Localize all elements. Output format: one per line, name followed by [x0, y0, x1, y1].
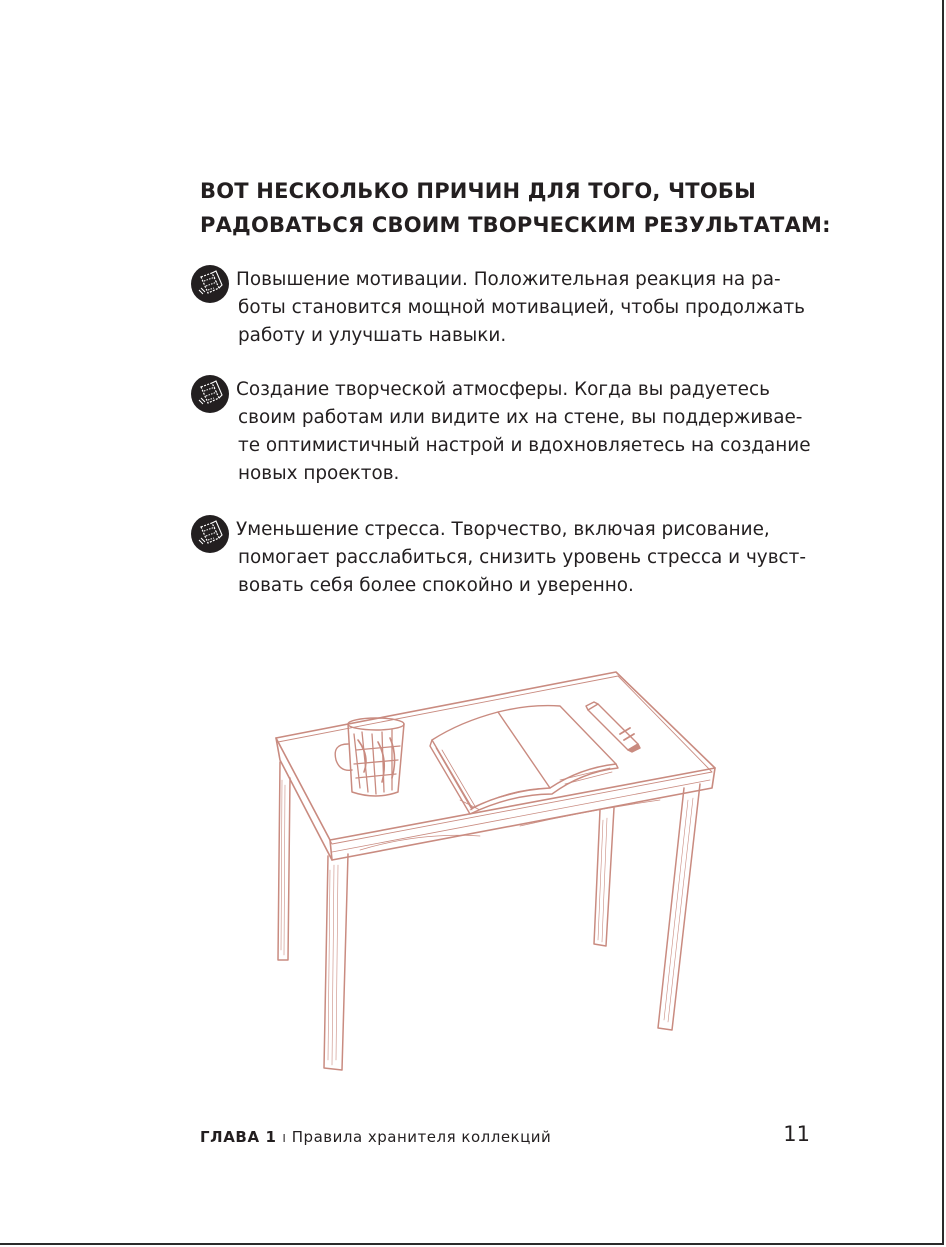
heading-line-2: РАДОВАТЬСЯ СВОИМ ТВОРЧЕСКИМ РЕЗУЛЬТАТАМ:	[200, 213, 831, 237]
list-item-line: Уменьшение стресса. Творчество, включая рисование,	[236, 519, 770, 540]
open-book-drawing	[430, 706, 618, 814]
page-number: 11	[783, 1122, 810, 1146]
chapter-label: ГЛАВА 1	[200, 1128, 277, 1146]
table-legs-drawing	[278, 762, 700, 1070]
sketch-badge-icon	[190, 264, 230, 304]
list-item-line: Повышение мотивации. Положительная реакция на ра-	[236, 269, 781, 290]
list-item-line: своим работам или видите их на стене, вы поддерживае-	[238, 407, 803, 428]
tabletop-drawing	[276, 672, 715, 860]
chapter-title: Правила хранителя коллекций	[291, 1128, 552, 1146]
list-item-line: помогает расслабиться, снизить уровень стресса и чувст-	[238, 547, 806, 568]
list-item-line: работу и улучшать навыки.	[238, 325, 507, 346]
list-item-line: Создание творческой атмосферы. Когда вы радуетесь	[236, 379, 770, 400]
list-item-line: вовать себя более спокойно и уверенно.	[238, 575, 634, 596]
list-item-line: те оптимистичный настрой и вдохновляетесь на создание	[238, 435, 811, 456]
list-item-text	[236, 376, 836, 488]
page-footer	[200, 1122, 810, 1152]
marker-drawing	[586, 702, 640, 752]
footer-separator: I	[282, 1132, 286, 1145]
list-item-line: новых проектов.	[238, 463, 400, 484]
mug-drawing	[335, 718, 404, 796]
heading-line-1: ВОТ НЕСКОЛЬКО ПРИЧИН ДЛЯ ТОГО, ЧТОБЫ	[200, 179, 757, 203]
list-item-line: боты становится мощной мотивацией, чтобы продолжать	[238, 297, 806, 318]
list-item-text	[236, 266, 836, 350]
list-item-text	[236, 516, 836, 600]
section-heading	[200, 174, 840, 242]
sketch-badge-icon	[190, 374, 230, 414]
table-illustration	[260, 660, 730, 1080]
sketch-badge-icon	[190, 514, 230, 554]
